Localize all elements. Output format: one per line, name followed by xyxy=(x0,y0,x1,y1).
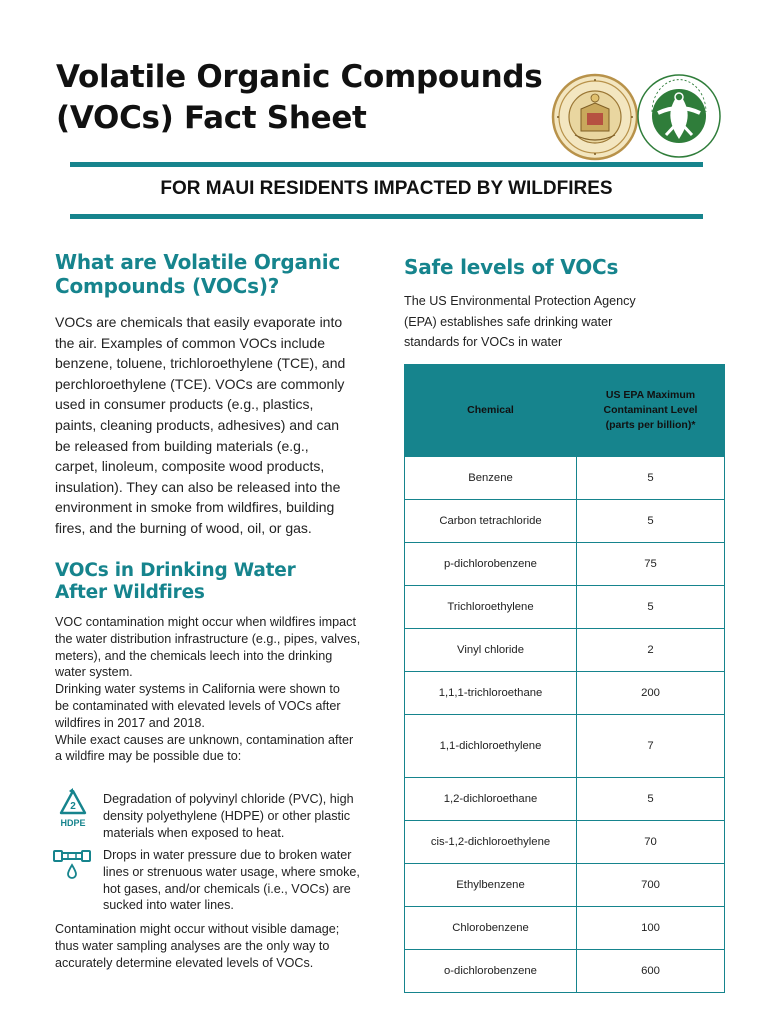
table-row xyxy=(405,500,725,543)
text-line: hot gases, and/or chemicals (i.e., VOCs) are xyxy=(103,881,351,896)
heading-line: Compounds (VOCs)? xyxy=(55,274,280,298)
mcl-cell: 70 xyxy=(577,821,725,864)
recycle-label: HDPE xyxy=(60,818,86,828)
title-line-2: (VOCs) Fact Sheet xyxy=(56,100,367,136)
chemical-cell: 1,2-dichloroethane xyxy=(405,778,577,821)
what-are-vocs-heading xyxy=(55,250,340,298)
text-line: be contaminated with elevated levels of VOCs after xyxy=(55,698,341,713)
safe-levels-intro xyxy=(404,291,636,353)
voc-standards-table xyxy=(404,364,725,993)
text-line: While exact causes are unknown, contamination after xyxy=(55,732,354,747)
mcl-cell: 2 xyxy=(577,629,725,672)
hdpe-recycle-icon xyxy=(56,788,90,830)
chemical-cell: Carbon tetrachloride xyxy=(405,500,577,543)
chemical-cell: 1,1-dichloroethylene xyxy=(405,715,577,778)
mcl-cell: 5 xyxy=(577,500,725,543)
table-header-row xyxy=(405,365,725,457)
what-are-vocs-paragraph xyxy=(55,312,345,539)
text-line: sucked into water lines. xyxy=(103,898,234,913)
title-line-1: Volatile Organic Compounds xyxy=(56,59,543,95)
text-line: (EPA) establishes safe drinking water xyxy=(404,314,613,329)
chemical-cell: Vinyl chloride xyxy=(405,629,577,672)
table-row xyxy=(405,672,725,715)
table-row xyxy=(405,715,725,778)
closing-paragraph xyxy=(55,921,339,971)
text-line: paints, cleaning products, adhesives) and can xyxy=(55,416,340,433)
pipe-water-drop-icon xyxy=(52,846,92,880)
bullet-water-pressure xyxy=(103,847,360,914)
header-mcl xyxy=(577,365,725,457)
text-line: Contamination might occur without visible damage; xyxy=(55,922,340,936)
text-line: a wildfire may be possible due to: xyxy=(55,749,242,764)
text-line: the air. Examples of common VOCs include xyxy=(55,334,326,351)
table-row xyxy=(405,543,725,586)
mcl-cell: 7 xyxy=(577,715,725,778)
text-line: lines or strenuous water usage, where smoke, xyxy=(103,864,360,879)
text-line: Degradation of polyvinyl chloride (PVC), high xyxy=(103,792,354,806)
chemical-cell: cis-1,2-dichloroethylene xyxy=(405,821,577,864)
text-line: insulation). They can also be released into the xyxy=(55,478,341,495)
text-line: thus water sampling analyses are the only way to xyxy=(55,938,330,953)
department-of-health-seal-icon xyxy=(636,73,722,159)
table-row xyxy=(405,586,725,629)
table-row xyxy=(405,629,725,672)
text-line: density polyethylene (HDPE) or other plastic xyxy=(103,808,351,823)
mcl-cell: 5 xyxy=(577,457,725,500)
text-line: The US Environmental Protection Agency xyxy=(404,294,636,308)
mcl-cell: 100 xyxy=(577,907,725,950)
chemical-cell: Trichloroethylene xyxy=(405,586,577,629)
chemical-cell: 1,1,1-trichloroethane xyxy=(405,672,577,715)
text-line: be released from building materials (e.g., xyxy=(55,437,309,454)
header-line: Contaminant Level xyxy=(603,404,698,416)
text-line: materials when exposed to heat. xyxy=(103,825,285,840)
drinking-water-paragraph xyxy=(55,614,360,765)
mcl-cell: 5 xyxy=(577,778,725,821)
header-line: US EPA Maximum xyxy=(605,389,696,401)
text-line: water system. xyxy=(55,665,133,680)
text-line: Drinking water systems in California were shown to xyxy=(55,682,340,697)
chemical-cell: p-dichlorobenzene xyxy=(405,543,577,586)
table-row xyxy=(405,950,725,993)
text-line: accurately determine elevated levels of VOCs. xyxy=(55,955,314,970)
heading-line: VOCs in Drinking Water xyxy=(55,560,296,581)
chemical-cell: Benzene xyxy=(405,457,577,500)
heading-line: What are Volatile Organic xyxy=(55,250,341,274)
page-title xyxy=(56,57,556,139)
chemical-cell: Ethylbenzene xyxy=(405,864,577,907)
mcl-cell: 700 xyxy=(577,864,725,907)
mcl-cell: 600 xyxy=(577,950,725,993)
text-line: Drops in water pressure due to broken water xyxy=(103,848,352,862)
table-row xyxy=(405,778,725,821)
text-line: benzene, toluene, trichloroethylene (TCE), and xyxy=(55,355,346,372)
text-line: carpet, linoleum, composite wood products, xyxy=(55,458,325,475)
drinking-water-heading xyxy=(55,560,296,604)
table-row xyxy=(405,457,725,500)
bottom-divider xyxy=(70,214,703,219)
text-line: VOC contamination might occur when wildfires impact xyxy=(55,615,356,629)
text-line: VOCs are chemicals that easily evaporate into xyxy=(55,314,343,330)
text-line: meters), and the chemicals leech into the drinking xyxy=(55,648,333,663)
text-line: used in consumer products (e.g., plastics, xyxy=(55,396,314,413)
text-line: environment in smoke from wildfires, building xyxy=(55,499,335,516)
safe-levels-heading: Safe levels of VOCs xyxy=(404,255,619,279)
mcl-cell: 200 xyxy=(577,672,725,715)
heading-line: After Wildfires xyxy=(55,582,205,603)
table-row xyxy=(405,907,725,950)
top-divider xyxy=(70,162,703,167)
chemical-cell: Chlorobenzene xyxy=(405,907,577,950)
chemical-cell: o-dichlorobenzene xyxy=(405,950,577,993)
recycle-number: 2 xyxy=(70,801,76,812)
header-line: (parts per billion)* xyxy=(605,419,696,431)
mcl-cell: 75 xyxy=(577,543,725,586)
bullet-plastic-degradation xyxy=(103,791,354,841)
text-line: standards for VOCs in water xyxy=(404,335,563,349)
banner-heading: FOR MAUI RESIDENTS IMPACTED BY WILDFIRES xyxy=(160,178,613,199)
table-row xyxy=(405,864,725,907)
mcl-cell: 5 xyxy=(577,586,725,629)
text-line: perchloroethylene (TCE). VOCs are commonly xyxy=(55,375,345,392)
header-chemical: Chemical xyxy=(405,365,577,457)
state-of-hawaii-seal-icon xyxy=(551,73,639,161)
text-line: fires, and the burning of wood, oil, or gas. xyxy=(55,519,312,536)
text-line: wildfires in 2017 and 2018. xyxy=(55,715,205,730)
table-body xyxy=(405,457,725,993)
table-row xyxy=(405,821,725,864)
text-line: the water distribution infrastructure (e.g., pipes, valves, xyxy=(55,631,361,646)
